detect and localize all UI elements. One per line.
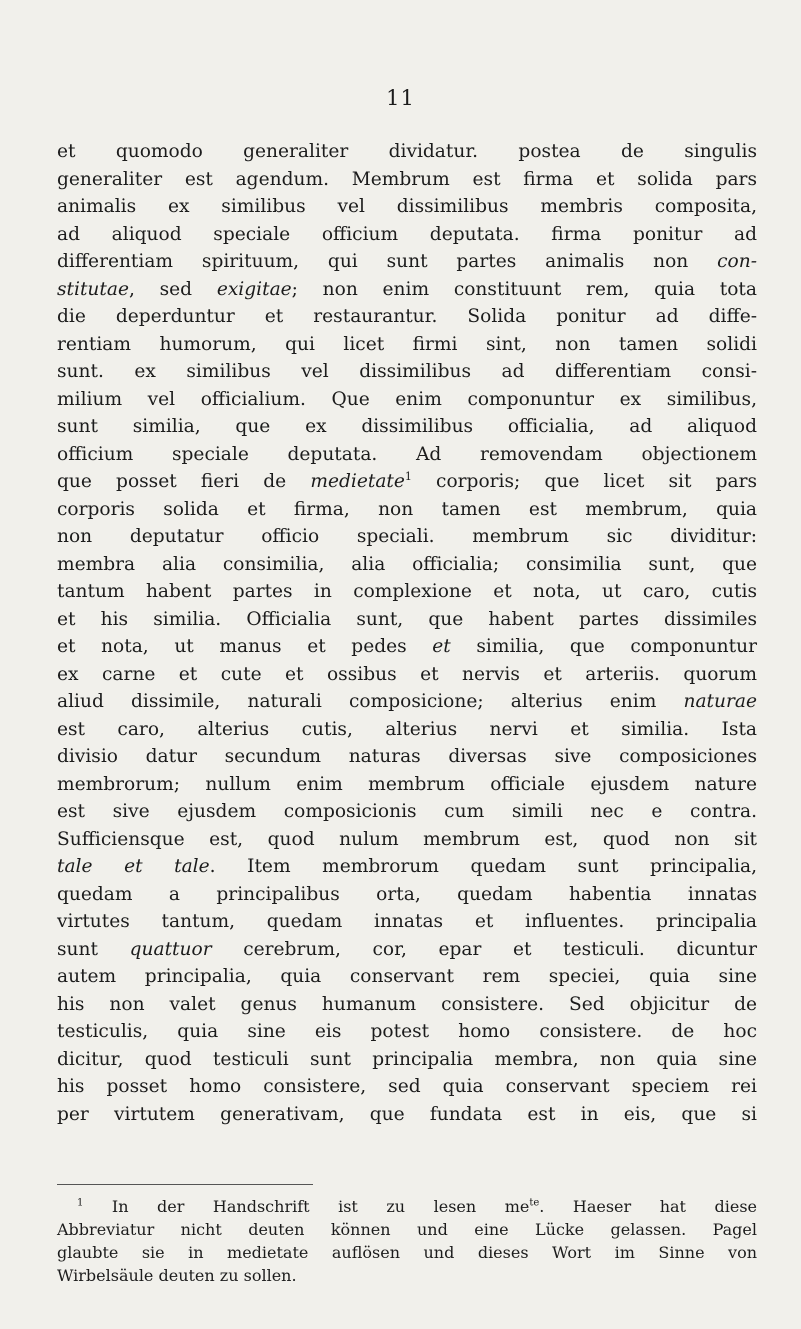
page-number: 11 [386, 86, 415, 110]
text-line: et quomodo generaliter dividatur. postea de singulis [57, 141, 757, 162]
text-line: ex carne et cute et ossibus et nervis et arteriis. quorum [57, 663, 757, 685]
text-line: officium speciale deputata. Ad removendam objectionem [57, 443, 757, 465]
text-line: per virtutem generativam, que fundata est in eis, que si [57, 1103, 757, 1125]
body-text [57, 138, 757, 1128]
footnote-divider [57, 1184, 313, 1185]
text-line: die deperduntur et restaurantur. Solida ponitur ad diffe- [57, 306, 757, 327]
text-line: tale et tale. Item membrorum quedam sunt principalia, [57, 856, 758, 877]
text-line: tantum habent partes in complexione et nota, ut caro, cutis [57, 581, 757, 602]
italic-term: stitutae [57, 278, 129, 300]
italic-term: naturae [683, 691, 757, 712]
text-line: sunt similia, que ex dissimilibus officialia, ad aliquod [57, 416, 757, 437]
text-line: rentiam humorum, qui licet firmi sint, non tamen solidi [57, 333, 757, 355]
footnote-line: Wirbelsäule deuten zu sollen. [57, 1266, 297, 1285]
text-line: autem principalia, quia conservant rem speciei, quia sine [57, 966, 757, 987]
text-line: sunt quattuor cerebrum, cor, epar et testiculi. dicuntur [57, 938, 758, 960]
italic-term: tale et tale [57, 856, 210, 877]
abbreviation-superscript: te [529, 1197, 540, 1209]
italic-term: medietate [310, 471, 405, 492]
footnote-line: $^1$ In der Handschrift ist zu lesen $me^{te}$. Haeser hat diese [77, 1197, 757, 1216]
text-line: aliud dissimile, naturali composicione; alterius enim naturae [57, 691, 757, 712]
text-line: differentiam spirituum, qui sunt partes animalis non con- [57, 251, 757, 272]
text-line: ad aliquod speciale officium deputata. firma ponitur ad [57, 223, 757, 245]
text-line: non deputatur officio speciali. membrum sic dividitur: [57, 526, 757, 547]
text-line: est caro, alterius cutis, alterius nervi et similia. Ista [57, 718, 757, 740]
footnote [57, 1195, 757, 1287]
text-line: milium vel officialium. Que enim componuntur ex similibus, [57, 388, 757, 410]
italic-term: con- [717, 251, 757, 272]
text-line: dicitur, quod testiculi sunt principalia membra, non quia sine [57, 1048, 757, 1070]
text-line: et his similia. Officialia sunt, que habent partes dissimiles [57, 608, 757, 630]
text-line: stitutae, sed exigitae; non enim constituunt rem, quia tota [57, 278, 757, 300]
italic-term: quattuor [129, 938, 212, 960]
text-line: his non valet genus humanum consistere. Sed objicitur de [57, 993, 757, 1015]
footnote-marker: 1 [77, 1197, 84, 1209]
text-line: membra alia consimilia, alia officialia; consimilia sunt, que [57, 553, 757, 575]
italic-term: exigitae [216, 278, 292, 300]
text-line: divisio datur secundum naturas diversas sive composiciones [57, 746, 757, 767]
text-line: sunt. ex similibus vel dissimilibus ad differentiam consi- [57, 361, 757, 382]
text-line: membrorum; nullum enim membrum officiale ejusdem nature [57, 773, 757, 795]
text-line: animalis ex similibus vel dissimilibus membris composita, [57, 196, 757, 217]
text-line: generaliter est agendum. Membrum est firma et solida pars [57, 168, 757, 190]
text-line: et nota, ut manus et pedes et similia, que componuntur [57, 636, 757, 657]
text-line: est sive ejusdem composicionis cum simili nec e contra. [57, 801, 757, 822]
italic-term: et [432, 636, 451, 657]
text-line: quedam a principalibus orta, quedam habentia innatas [57, 883, 757, 905]
footnote-line: Abbreviatur nicht deuten können und eine Lücke gelassen. Pagel [57, 1220, 757, 1239]
text-line: virtutes tantum, quedam innatas et influentes. principalia [57, 911, 757, 932]
text-line: corporis solida et firma, non tamen est membrum, quia [57, 498, 757, 520]
text-line: Sufficiensque est, quod nulum membrum est, quod non sit [57, 828, 757, 850]
footnote-marker: 1 [404, 469, 412, 483]
text-line: testiculis, quia sine eis potest homo consistere. de hoc [57, 1021, 757, 1042]
text-line: que posset fieri de medietate$^1$ corporis; que licet sit pars [57, 469, 757, 492]
footnote-line: glaubte sie in medietate auflösen und dieses Wort im Sinne von [57, 1243, 757, 1262]
text-line: his posset homo consistere, sed quia conservant speciem rei [57, 1076, 757, 1097]
